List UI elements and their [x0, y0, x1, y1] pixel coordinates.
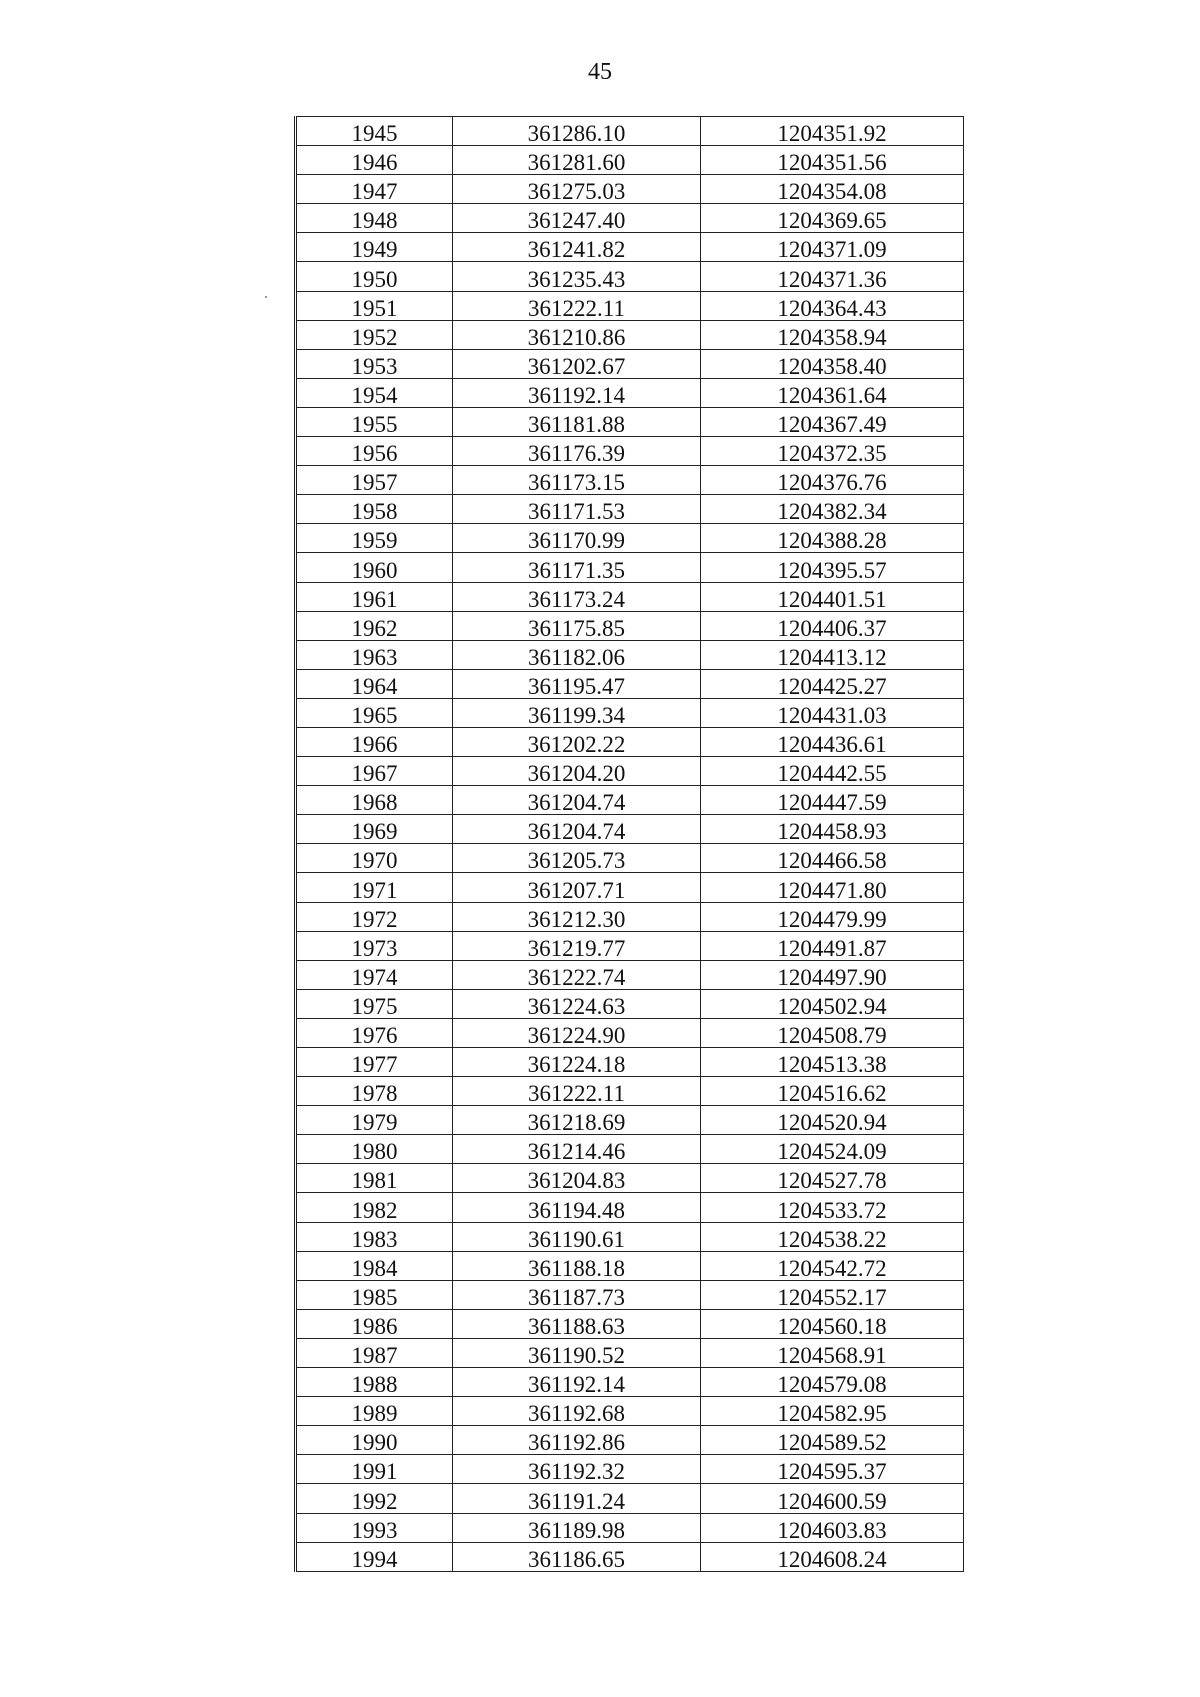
cell-x: 361191.24 [453, 1484, 701, 1513]
cell-year: 1956 [296, 437, 453, 466]
cell-year: 1966 [296, 727, 453, 756]
cell-y: 1204568.91 [701, 1338, 964, 1367]
cell-x: 361195.47 [453, 669, 701, 698]
cell-year: 1974 [296, 960, 453, 989]
cell-x: 361275.03 [453, 175, 701, 204]
table-row [296, 844, 964, 873]
table-row [296, 1164, 964, 1193]
cell-y: 1204401.51 [701, 582, 964, 611]
cell-year: 1992 [296, 1484, 453, 1513]
cell-x: 361188.18 [453, 1251, 701, 1280]
table-row [296, 320, 964, 349]
table-row [296, 815, 964, 844]
cell-y: 1204358.94 [701, 320, 964, 349]
cell-x: 361173.24 [453, 582, 701, 611]
cell-x: 361205.73 [453, 844, 701, 873]
cell-y: 1204395.57 [701, 553, 964, 582]
table-row [296, 582, 964, 611]
cell-year: 1970 [296, 844, 453, 873]
cell-year: 1959 [296, 524, 453, 553]
cell-y: 1204361.64 [701, 378, 964, 407]
cell-x: 361186.65 [453, 1542, 701, 1571]
cell-x: 361192.68 [453, 1397, 701, 1426]
cell-y: 1204479.99 [701, 902, 964, 931]
cell-y: 1204608.24 [701, 1542, 964, 1571]
cell-year: 1969 [296, 815, 453, 844]
cell-year: 1965 [296, 698, 453, 727]
table-row [296, 1077, 964, 1106]
table-row [296, 873, 964, 902]
cell-year: 1954 [296, 378, 453, 407]
cell-x: 361235.43 [453, 262, 701, 291]
cell-year: 1978 [296, 1077, 453, 1106]
table-row [296, 1048, 964, 1077]
cell-y: 1204520.94 [701, 1106, 964, 1135]
table-row [296, 640, 964, 669]
cell-x: 361202.67 [453, 349, 701, 378]
table-row [296, 1106, 964, 1135]
table-row [296, 495, 964, 524]
table-row [296, 931, 964, 960]
cell-y: 1204364.43 [701, 291, 964, 320]
cell-y: 1204442.55 [701, 757, 964, 786]
cell-year: 1958 [296, 495, 453, 524]
table-row [296, 524, 964, 553]
cell-y: 1204371.36 [701, 262, 964, 291]
cell-year: 1962 [296, 611, 453, 640]
table-row [296, 1193, 964, 1222]
table-row [296, 1542, 964, 1571]
cell-y: 1204431.03 [701, 698, 964, 727]
table-row [296, 378, 964, 407]
cell-x: 361204.74 [453, 815, 701, 844]
cell-x: 361222.11 [453, 1077, 701, 1106]
cell-x: 361182.06 [453, 640, 701, 669]
cell-x: 361202.22 [453, 727, 701, 756]
cell-year: 1973 [296, 931, 453, 960]
table-row [296, 437, 964, 466]
cell-y: 1204382.34 [701, 495, 964, 524]
cell-x: 361224.18 [453, 1048, 701, 1077]
cell-y: 1204508.79 [701, 1018, 964, 1047]
cell-year: 1981 [296, 1164, 453, 1193]
cell-year: 1949 [296, 233, 453, 262]
table-row [296, 553, 964, 582]
cell-x: 361224.63 [453, 989, 701, 1018]
cell-x: 361212.30 [453, 902, 701, 931]
cell-x: 361194.48 [453, 1193, 701, 1222]
cell-x: 361189.98 [453, 1513, 701, 1542]
table-row [296, 1513, 964, 1542]
cell-year: 1982 [296, 1193, 453, 1222]
cell-year: 1953 [296, 349, 453, 378]
table-row [296, 117, 964, 146]
cell-y: 1204600.59 [701, 1484, 964, 1513]
cell-x: 361224.90 [453, 1018, 701, 1047]
table-row [296, 902, 964, 931]
cell-x: 361176.39 [453, 437, 701, 466]
cell-y: 1204542.72 [701, 1251, 964, 1280]
cell-y: 1204458.93 [701, 815, 964, 844]
cell-y: 1204413.12 [701, 640, 964, 669]
cell-x: 361199.34 [453, 698, 701, 727]
table-body [296, 117, 964, 1572]
cell-x: 361171.53 [453, 495, 701, 524]
table-row [296, 757, 964, 786]
cell-y: 1204552.17 [701, 1280, 964, 1309]
table-row [296, 466, 964, 495]
cell-year: 1990 [296, 1426, 453, 1455]
table-row [296, 1222, 964, 1251]
cell-year: 1980 [296, 1135, 453, 1164]
cell-x: 361207.71 [453, 873, 701, 902]
cell-y: 1204497.90 [701, 960, 964, 989]
table-row [296, 175, 964, 204]
cell-y: 1204579.08 [701, 1368, 964, 1397]
table-row [296, 1426, 964, 1455]
cell-x: 361241.82 [453, 233, 701, 262]
cell-y: 1204351.56 [701, 146, 964, 175]
cell-x: 361286.10 [453, 117, 701, 146]
cell-year: 1964 [296, 669, 453, 698]
table-row [296, 1280, 964, 1309]
cell-y: 1204513.38 [701, 1048, 964, 1077]
cell-year: 1968 [296, 786, 453, 815]
table-row [296, 1251, 964, 1280]
cell-y: 1204388.28 [701, 524, 964, 553]
cell-y: 1204351.92 [701, 117, 964, 146]
cell-year: 1960 [296, 553, 453, 582]
cell-x: 361190.52 [453, 1338, 701, 1367]
cell-year: 1987 [296, 1338, 453, 1367]
cell-y: 1204376.76 [701, 466, 964, 495]
cell-x: 361204.83 [453, 1164, 701, 1193]
cell-x: 361171.35 [453, 553, 701, 582]
cell-year: 1967 [296, 757, 453, 786]
cell-y: 1204354.08 [701, 175, 964, 204]
cell-y: 1204358.40 [701, 349, 964, 378]
cell-x: 361170.99 [453, 524, 701, 553]
cell-y: 1204471.80 [701, 873, 964, 902]
cell-x: 361192.14 [453, 1368, 701, 1397]
cell-y: 1204466.58 [701, 844, 964, 873]
cell-y: 1204502.94 [701, 989, 964, 1018]
cell-year: 1989 [296, 1397, 453, 1426]
cell-y: 1204533.72 [701, 1193, 964, 1222]
cell-year: 1984 [296, 1251, 453, 1280]
cell-y: 1204425.27 [701, 669, 964, 698]
cell-y: 1204367.49 [701, 407, 964, 436]
table-row [296, 146, 964, 175]
cell-year: 1979 [296, 1106, 453, 1135]
cell-x: 361190.61 [453, 1222, 701, 1251]
cell-year: 1950 [296, 262, 453, 291]
cell-y: 1204595.37 [701, 1455, 964, 1484]
cell-x: 361188.63 [453, 1309, 701, 1338]
cell-year: 1947 [296, 175, 453, 204]
cell-x: 361192.86 [453, 1426, 701, 1455]
cell-y: 1204560.18 [701, 1309, 964, 1338]
cell-x: 361192.14 [453, 378, 701, 407]
table-row [296, 1368, 964, 1397]
cell-x: 361187.73 [453, 1280, 701, 1309]
cell-y: 1204371.09 [701, 233, 964, 262]
table-row [296, 407, 964, 436]
cell-x: 361210.86 [453, 320, 701, 349]
table-row [296, 233, 964, 262]
cell-year: 1988 [296, 1368, 453, 1397]
cell-y: 1204369.65 [701, 204, 964, 233]
cell-y: 1204491.87 [701, 931, 964, 960]
cell-x: 361281.60 [453, 146, 701, 175]
table-row [296, 204, 964, 233]
cell-year: 1985 [296, 1280, 453, 1309]
table-row [296, 1135, 964, 1164]
cell-year: 1976 [296, 1018, 453, 1047]
cell-year: 1948 [296, 204, 453, 233]
cell-y: 1204524.09 [701, 1135, 964, 1164]
coordinate-table [294, 116, 964, 1572]
cell-y: 1204538.22 [701, 1222, 964, 1251]
cell-y: 1204582.95 [701, 1397, 964, 1426]
cell-y: 1204372.35 [701, 437, 964, 466]
table-row [296, 960, 964, 989]
cell-year: 1994 [296, 1542, 453, 1571]
cell-x: 361222.11 [453, 291, 701, 320]
cell-y: 1204406.37 [701, 611, 964, 640]
cell-y: 1204447.59 [701, 786, 964, 815]
cell-y: 1204589.52 [701, 1426, 964, 1455]
table-row [296, 1484, 964, 1513]
cell-x: 361204.74 [453, 786, 701, 815]
table-row [296, 727, 964, 756]
table-row [296, 1455, 964, 1484]
table-row [296, 349, 964, 378]
table-row [296, 1338, 964, 1367]
cell-x: 361204.20 [453, 757, 701, 786]
cell-year: 1975 [296, 989, 453, 1018]
cell-x: 361218.69 [453, 1106, 701, 1135]
cell-x: 361181.88 [453, 407, 701, 436]
cell-x: 361214.46 [453, 1135, 701, 1164]
cell-year: 1961 [296, 582, 453, 611]
cell-x: 361247.40 [453, 204, 701, 233]
cell-year: 1983 [296, 1222, 453, 1251]
cell-year: 1972 [296, 902, 453, 931]
page-number: 45 [588, 59, 612, 85]
cell-x: 361175.85 [453, 611, 701, 640]
cell-year: 1991 [296, 1455, 453, 1484]
table-row [296, 698, 964, 727]
table-row [296, 1397, 964, 1426]
cell-y: 1204436.61 [701, 727, 964, 756]
cell-y: 1204516.62 [701, 1077, 964, 1106]
table-row [296, 291, 964, 320]
cell-year: 1951 [296, 291, 453, 320]
cell-year: 1977 [296, 1048, 453, 1077]
cell-x: 361222.74 [453, 960, 701, 989]
table-row [296, 262, 964, 291]
table-row [296, 669, 964, 698]
cell-year: 1946 [296, 146, 453, 175]
table-row [296, 611, 964, 640]
table-row [296, 786, 964, 815]
cell-x: 361192.32 [453, 1455, 701, 1484]
cell-x: 361173.15 [453, 466, 701, 495]
cell-year: 1971 [296, 873, 453, 902]
cell-y: 1204603.83 [701, 1513, 964, 1542]
table-row [296, 1309, 964, 1338]
cell-x: 361219.77 [453, 931, 701, 960]
cell-y: 1204527.78 [701, 1164, 964, 1193]
cell-year: 1963 [296, 640, 453, 669]
cell-year: 1955 [296, 407, 453, 436]
table-row [296, 989, 964, 1018]
cell-year: 1957 [296, 466, 453, 495]
cell-year: 1945 [296, 117, 453, 146]
cell-year: 1952 [296, 320, 453, 349]
cell-year: 1993 [296, 1513, 453, 1542]
table-row [296, 1018, 964, 1047]
cell-year: 1986 [296, 1309, 453, 1338]
scan-speck [265, 296, 267, 298]
